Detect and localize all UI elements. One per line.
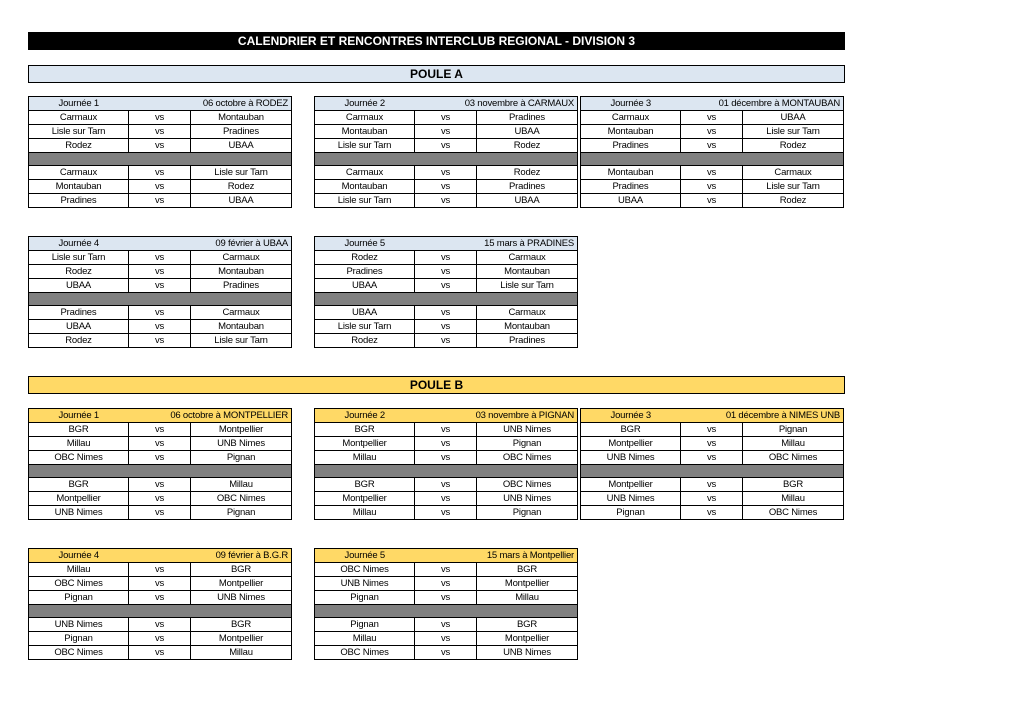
vs-label: vs [129,334,191,348]
vs-label: vs [415,139,477,153]
match-row [315,632,578,646]
vs-label: vs [415,646,477,660]
home-team: UBAA [315,279,415,293]
away-team: UNB Nimes [477,646,578,660]
vs-label: vs [129,506,191,520]
match-row [29,632,292,646]
home-team: OBC Nimes [315,646,415,660]
away-team: UBAA [191,194,292,208]
match-row [581,423,844,437]
away-team: BGR [191,563,292,577]
away-team: Pignan [477,437,578,451]
away-team: OBC Nimes [743,451,844,465]
vs-label: vs [681,423,743,437]
away-team: Carmaux [191,306,292,320]
home-team: Lisle sur Tarn [315,139,415,153]
home-team: Montpellier [315,437,415,451]
match-row [315,563,578,577]
away-team: Montpellier [191,423,292,437]
home-team: BGR [315,423,415,437]
home-team: Rodez [29,265,129,279]
away-team: Montpellier [477,632,578,646]
home-team: UBAA [581,194,681,208]
journee-label: Journée 2 [315,409,415,423]
poule-a-journee-2-table [314,96,578,208]
match-row [29,563,292,577]
vs-label: vs [129,111,191,125]
match-row [315,423,578,437]
match-row [315,506,578,520]
vs-label: vs [129,646,191,660]
page-title: CALENDRIER ET RENCONTRES INTERCLUB REGIONAL - DIVISION 3 [28,32,845,50]
match-row [315,180,578,194]
home-team: Pradines [29,194,129,208]
match-row [315,306,578,320]
match-row [315,492,578,506]
match-row [581,125,844,139]
home-team: Pradines [29,306,129,320]
poule-b-journee-2-table [314,408,578,520]
home-team: Rodez [29,334,129,348]
match-row [29,334,292,348]
vs-label: vs [129,492,191,506]
away-team: Pradines [477,180,578,194]
home-team: OBC Nimes [315,563,415,577]
poule-a-journee-4-table [28,236,292,348]
home-team: Montauban [315,125,415,139]
home-team: Pradines [581,180,681,194]
match-row [315,334,578,348]
match-row [315,478,578,492]
away-team: Lisle sur Tarn [743,125,844,139]
away-team: Millau [191,646,292,660]
separator-row [315,605,578,618]
home-team: Pignan [315,591,415,605]
separator-row [315,153,578,166]
vs-label: vs [415,320,477,334]
vs-label: vs [415,451,477,465]
vs-label: vs [415,334,477,348]
away-team: UNB Nimes [477,492,578,506]
match-row [315,577,578,591]
away-team: Montauban [477,320,578,334]
match-row [315,646,578,660]
away-team: Lisle sur Tarn [191,166,292,180]
separator-row [29,293,292,306]
journee-date-venue: 09 février à B.G.R [129,549,292,563]
journee-date-venue: 09 février à UBAA [129,237,292,251]
away-team: Pradines [191,279,292,293]
vs-label: vs [129,591,191,605]
match-row [29,125,292,139]
match-row [315,251,578,265]
vs-label: vs [415,265,477,279]
match-row [581,139,844,153]
separator-row [29,605,292,618]
home-team: Carmaux [315,166,415,180]
home-team: Millau [29,563,129,577]
home-team: Rodez [315,334,415,348]
vs-label: vs [415,306,477,320]
home-team: Millau [315,506,415,520]
vs-label: vs [681,125,743,139]
vs-label: vs [415,563,477,577]
home-team: Montpellier [581,437,681,451]
home-team: Millau [29,437,129,451]
separator-row [581,465,844,478]
away-team: UNB Nimes [191,591,292,605]
poule-a-journee-1-table [28,96,292,208]
journee-label: Journée 4 [29,549,129,563]
match-row [581,451,844,465]
match-row [29,492,292,506]
home-team: Montpellier [581,478,681,492]
away-team: BGR [477,618,578,632]
vs-label: vs [415,423,477,437]
away-team: Pignan [477,506,578,520]
away-team: UNB Nimes [477,423,578,437]
vs-label: vs [681,139,743,153]
away-team: Rodez [477,166,578,180]
home-team: Lisle sur Tarn [29,125,129,139]
away-team: BGR [477,563,578,577]
match-row [315,437,578,451]
away-team: Pradines [477,111,578,125]
away-team: OBC Nimes [191,492,292,506]
away-team: BGR [743,478,844,492]
vs-label: vs [129,563,191,577]
home-team: OBC Nimes [29,646,129,660]
away-team: UBAA [191,139,292,153]
away-team: OBC Nimes [477,451,578,465]
separator-row [315,465,578,478]
home-team: Lisle sur Tarn [29,251,129,265]
match-row [581,437,844,451]
away-team: OBC Nimes [477,478,578,492]
home-team: Pignan [29,591,129,605]
home-team: Carmaux [581,111,681,125]
home-team: Pignan [29,632,129,646]
home-team: OBC Nimes [29,577,129,591]
separator-row [581,153,844,166]
match-row [315,618,578,632]
away-team: Montpellier [191,577,292,591]
away-team: BGR [191,618,292,632]
match-row [581,111,844,125]
home-team: UBAA [315,306,415,320]
home-team: UNB Nimes [315,577,415,591]
vs-label: vs [415,632,477,646]
match-row [29,251,292,265]
vs-label: vs [129,437,191,451]
match-row [581,506,844,520]
home-team: UNB Nimes [581,451,681,465]
home-team: OBC Nimes [29,451,129,465]
poule-b-journee-1-table [28,408,292,520]
home-team: BGR [315,478,415,492]
home-team: BGR [29,478,129,492]
match-row [29,591,292,605]
journee-date-venue: 15 mars à Montpellier [415,549,578,563]
away-team: Montauban [191,320,292,334]
away-team: Lisle sur Tarn [743,180,844,194]
away-team: Rodez [743,194,844,208]
away-team: Pignan [191,506,292,520]
journee-date-venue: 01 décembre à MONTAUBAN [681,97,844,111]
vs-label: vs [415,279,477,293]
home-team: Lisle sur Tarn [315,320,415,334]
journee-date-venue: 03 novembre à CARMAUX [415,97,578,111]
journee-label: Journée 2 [315,97,415,111]
vs-label: vs [681,194,743,208]
separator-row [29,465,292,478]
away-team: Montauban [191,265,292,279]
poule-b-header: POULE B [28,376,845,394]
vs-label: vs [415,180,477,194]
home-team: Carmaux [315,111,415,125]
vs-label: vs [129,180,191,194]
vs-label: vs [129,618,191,632]
vs-label: vs [129,306,191,320]
home-team: Montauban [581,125,681,139]
journee-label: Journée 3 [581,97,681,111]
poule-a-journee-5-table [314,236,578,348]
away-team: OBC Nimes [743,506,844,520]
vs-label: vs [415,194,477,208]
match-row [29,646,292,660]
match-row [581,478,844,492]
vs-label: vs [129,451,191,465]
away-team: Millau [743,492,844,506]
vs-label: vs [129,632,191,646]
home-team: Pignan [581,506,681,520]
vs-label: vs [681,451,743,465]
vs-label: vs [681,111,743,125]
match-row [29,437,292,451]
away-team: Pignan [191,451,292,465]
away-team: Millau [191,478,292,492]
poule-a-header: POULE A [28,65,845,83]
away-team: Rodez [191,180,292,194]
poule-a-journee-3-table [580,96,844,208]
match-row [315,279,578,293]
away-team: Pradines [191,125,292,139]
vs-label: vs [129,125,191,139]
vs-label: vs [415,577,477,591]
home-team: Millau [315,451,415,465]
away-team: Lisle sur Tarn [191,334,292,348]
match-row [29,577,292,591]
vs-label: vs [681,437,743,451]
vs-label: vs [129,251,191,265]
away-team: Carmaux [477,306,578,320]
journee-date-venue: 03 novembre à PIGNAN [415,409,578,423]
away-team: Montpellier [191,632,292,646]
match-row [581,180,844,194]
match-row [29,279,292,293]
away-team: Montauban [191,111,292,125]
journee-date-venue: 15 mars à PRADINES [415,237,578,251]
separator-row [29,153,292,166]
home-team: UNB Nimes [581,492,681,506]
vs-label: vs [415,618,477,632]
match-row [29,423,292,437]
match-row [315,194,578,208]
journee-date-venue: 01 décembre à NIMES UNB [681,409,844,423]
journee-date-venue: 06 octobre à MONTPELLIER [129,409,292,423]
away-team: Pradines [477,334,578,348]
match-row [315,111,578,125]
vs-label: vs [129,478,191,492]
match-row [29,451,292,465]
vs-label: vs [415,437,477,451]
away-team: Carmaux [477,251,578,265]
home-team: UBAA [29,320,129,334]
match-row [315,265,578,279]
match-row [29,139,292,153]
home-team: Pradines [581,139,681,153]
away-team: Millau [477,591,578,605]
home-team: Rodez [29,139,129,153]
vs-label: vs [415,251,477,265]
away-team: Carmaux [743,166,844,180]
vs-label: vs [415,111,477,125]
vs-label: vs [129,139,191,153]
poule-b-journee-3-table [580,408,844,520]
vs-label: vs [129,279,191,293]
separator-row [315,293,578,306]
home-team: Pradines [315,265,415,279]
match-row [29,111,292,125]
home-team: Carmaux [29,111,129,125]
match-row [315,451,578,465]
home-team: UNB Nimes [29,618,129,632]
match-row [315,591,578,605]
home-team: Montpellier [315,492,415,506]
match-row [29,320,292,334]
journee-label: Journée 5 [315,549,415,563]
match-row [29,166,292,180]
vs-label: vs [415,125,477,139]
home-team: Montpellier [29,492,129,506]
away-team: Rodez [477,139,578,153]
home-team: Lisle sur Tarn [315,194,415,208]
away-team: UBAA [743,111,844,125]
vs-label: vs [415,506,477,520]
match-row [29,265,292,279]
home-team: Rodez [315,251,415,265]
journee-label: Journée 1 [29,409,129,423]
vs-label: vs [681,506,743,520]
match-row [29,180,292,194]
away-team: Montauban [477,265,578,279]
vs-label: vs [681,180,743,194]
match-row [581,492,844,506]
away-team: Montpellier [477,577,578,591]
match-row [581,166,844,180]
home-team: Pignan [315,618,415,632]
home-team: Carmaux [29,166,129,180]
vs-label: vs [129,577,191,591]
away-team: Lisle sur Tarn [477,279,578,293]
match-row [29,618,292,632]
vs-label: vs [129,320,191,334]
match-row [315,320,578,334]
away-team: UBAA [477,194,578,208]
home-team: Montauban [315,180,415,194]
match-row [29,194,292,208]
away-team: Pignan [743,423,844,437]
home-team: Montauban [29,180,129,194]
vs-label: vs [415,478,477,492]
poule-b-journee-5-table [314,548,578,660]
match-row [29,478,292,492]
match-row [315,139,578,153]
home-team: UNB Nimes [29,506,129,520]
vs-label: vs [129,194,191,208]
vs-label: vs [129,166,191,180]
vs-label: vs [129,423,191,437]
match-row [581,194,844,208]
vs-label: vs [415,492,477,506]
away-team: Millau [743,437,844,451]
journee-label: Journée 5 [315,237,415,251]
vs-label: vs [129,265,191,279]
vs-label: vs [681,166,743,180]
away-team: Carmaux [191,251,292,265]
home-team: Montauban [581,166,681,180]
home-team: UBAA [29,279,129,293]
away-team: UNB Nimes [191,437,292,451]
home-team: BGR [581,423,681,437]
match-row [29,506,292,520]
home-team: Millau [315,632,415,646]
match-row [315,166,578,180]
match-row [29,306,292,320]
vs-label: vs [415,591,477,605]
away-team: UBAA [477,125,578,139]
vs-label: vs [681,492,743,506]
poule-b-journee-4-table [28,548,292,660]
vs-label: vs [415,166,477,180]
journee-label: Journée 1 [29,97,129,111]
away-team: Rodez [743,139,844,153]
journee-label: Journée 3 [581,409,681,423]
match-row [315,125,578,139]
journee-date-venue: 06 octobre à RODEZ [129,97,292,111]
vs-label: vs [681,478,743,492]
journee-label: Journée 4 [29,237,129,251]
home-team: BGR [29,423,129,437]
